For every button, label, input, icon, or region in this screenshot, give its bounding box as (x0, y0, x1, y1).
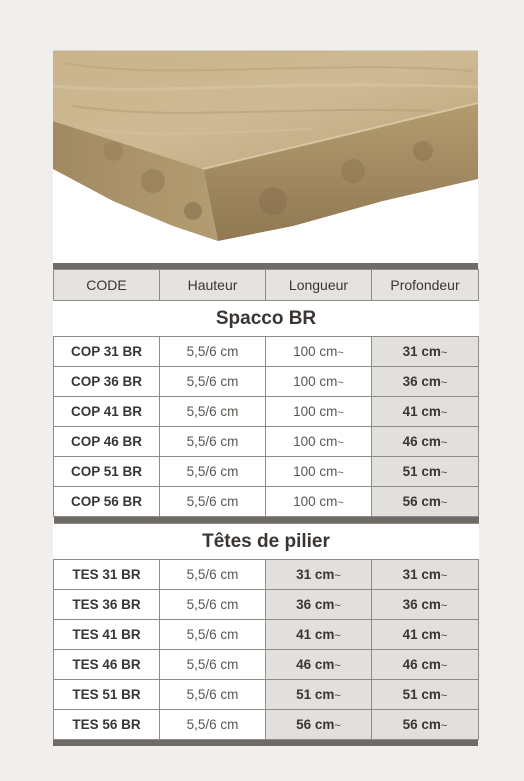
cell-hauteur (160, 487, 266, 517)
table-row (54, 397, 479, 427)
cell-profondeur-value: 36 cm (402, 374, 441, 389)
cell-hauteur (160, 337, 266, 367)
section-title: Spacco BR (54, 301, 479, 337)
cell-code-value: TES 46 BR (72, 657, 141, 672)
approx-mark: ~ (440, 407, 448, 419)
cell-profondeur-value: 46 cm (402, 434, 441, 449)
cell-code (54, 710, 160, 740)
cell-code-value: TES 41 BR (72, 627, 141, 642)
cell-hauteur-value: 5,5/6 cm (186, 344, 239, 359)
approx-mark: ~ (337, 467, 344, 479)
header-hauteur: Hauteur (160, 270, 266, 301)
approx-mark: ~ (337, 497, 344, 509)
approx-mark: ~ (440, 497, 448, 509)
cell-profondeur (372, 457, 479, 487)
cell-code-value: TES 56 BR (72, 717, 141, 732)
cell-profondeur (372, 620, 479, 650)
approx-mark: ~ (337, 377, 344, 389)
header-profondeur: Profondeur (372, 270, 479, 301)
cell-longueur-value: 56 cm (296, 717, 335, 732)
approx-mark: ~ (334, 630, 341, 642)
cell-hauteur (160, 650, 266, 680)
table-header-row (54, 270, 479, 301)
cell-code-value: COP 36 BR (70, 374, 143, 389)
cell-code (54, 337, 160, 367)
cell-code (54, 560, 160, 590)
approx-mark: ~ (440, 437, 448, 449)
cell-hauteur (160, 367, 266, 397)
cell-code (54, 367, 160, 397)
cell-profondeur (372, 680, 479, 710)
cell-profondeur (372, 560, 479, 590)
cell-longueur (266, 650, 372, 680)
cell-code-value: COP 31 BR (70, 344, 143, 359)
table-row (54, 487, 479, 517)
cell-code (54, 620, 160, 650)
cell-profondeur (372, 367, 479, 397)
table-row (54, 710, 479, 740)
cell-code (54, 487, 160, 517)
approx-mark: ~ (440, 347, 448, 359)
cell-hauteur (160, 457, 266, 487)
cell-code-value: TES 31 BR (72, 567, 141, 582)
cell-longueur (266, 710, 372, 740)
cell-longueur (266, 560, 372, 590)
approx-mark: ~ (334, 690, 341, 702)
approx-mark: ~ (337, 347, 344, 359)
table-row (54, 680, 479, 710)
cell-profondeur-value: 56 cm (402, 494, 441, 509)
cell-profondeur (372, 650, 479, 680)
cell-longueur-value: 46 cm (296, 657, 335, 672)
cell-code-value: TES 51 BR (72, 687, 141, 702)
approx-mark: ~ (440, 467, 448, 479)
section-title: Têtes de pilier (54, 524, 479, 560)
cell-longueur-value: 100 cm (293, 404, 338, 419)
approx-mark: ~ (440, 720, 448, 732)
cell-code (54, 650, 160, 680)
cell-hauteur-value: 5,5/6 cm (186, 657, 239, 672)
cell-profondeur (372, 487, 479, 517)
header-code: CODE (54, 270, 160, 301)
cell-profondeur-value: 31 cm (402, 344, 441, 359)
table-row (54, 620, 479, 650)
product-table (53, 269, 479, 740)
approx-mark: ~ (440, 600, 448, 612)
cell-profondeur-value: 41 cm (402, 627, 441, 642)
cell-code-value: COP 56 BR (70, 494, 143, 509)
cell-longueur-value: 41 cm (296, 627, 335, 642)
section-separator (54, 517, 479, 524)
section-title-row (54, 301, 479, 337)
cell-longueur (266, 397, 372, 427)
table-row (54, 427, 479, 457)
approx-mark: ~ (334, 660, 341, 672)
cell-hauteur-value: 5,5/6 cm (186, 464, 239, 479)
cell-hauteur-value: 5,5/6 cm (186, 494, 239, 509)
cell-longueur (266, 590, 372, 620)
cell-longueur-value: 100 cm (293, 434, 338, 449)
cell-hauteur (160, 427, 266, 457)
section-title-row (54, 524, 479, 560)
approx-mark: ~ (334, 600, 341, 612)
approx-mark: ~ (440, 630, 448, 642)
table-row (54, 650, 479, 680)
cell-code (54, 680, 160, 710)
cell-longueur-value: 36 cm (296, 597, 335, 612)
table-row (54, 337, 479, 367)
cell-hauteur (160, 620, 266, 650)
cell-longueur-value: 100 cm (293, 494, 338, 509)
cell-hauteur-value: 5,5/6 cm (186, 687, 239, 702)
cell-hauteur-value: 5,5/6 cm (186, 717, 239, 732)
bottom-bar (53, 740, 478, 746)
cell-code (54, 457, 160, 487)
cell-hauteur-value: 5,5/6 cm (186, 404, 239, 419)
cell-longueur-value: 31 cm (296, 567, 335, 582)
table-row (54, 560, 479, 590)
cell-longueur (266, 620, 372, 650)
cell-profondeur-value: 31 cm (402, 567, 441, 582)
cell-longueur-value: 51 cm (296, 687, 335, 702)
cell-hauteur (160, 590, 266, 620)
stone-slab-photo (53, 50, 478, 263)
cell-hauteur-value: 5,5/6 cm (186, 597, 239, 612)
cell-profondeur (372, 710, 479, 740)
cell-hauteur-value: 5,5/6 cm (186, 374, 239, 389)
cell-profondeur-value: 36 cm (402, 597, 441, 612)
product-sheet (53, 50, 478, 746)
cell-hauteur-value: 5,5/6 cm (186, 627, 239, 642)
cell-hauteur (160, 710, 266, 740)
cell-code (54, 397, 160, 427)
cell-profondeur (372, 337, 479, 367)
cell-hauteur-value: 5,5/6 cm (186, 434, 239, 449)
header-longueur: Longueur (266, 270, 372, 301)
approx-mark: ~ (337, 437, 344, 449)
cell-longueur (266, 457, 372, 487)
cell-hauteur (160, 560, 266, 590)
cell-hauteur-value: 5,5/6 cm (186, 567, 239, 582)
cell-longueur-value: 100 cm (293, 344, 338, 359)
cell-longueur (266, 337, 372, 367)
approx-mark: ~ (440, 690, 448, 702)
approx-mark: ~ (440, 660, 448, 672)
cell-longueur-value: 100 cm (293, 464, 338, 479)
cell-profondeur-value: 56 cm (402, 717, 441, 732)
cell-longueur (266, 487, 372, 517)
cell-profondeur-value: 51 cm (402, 687, 441, 702)
approx-mark: ~ (440, 570, 448, 582)
cell-longueur (266, 680, 372, 710)
cell-hauteur (160, 397, 266, 427)
cell-profondeur (372, 397, 479, 427)
table-row (54, 457, 479, 487)
approx-mark: ~ (337, 407, 344, 419)
cell-longueur (266, 367, 372, 397)
cell-longueur-value: 100 cm (293, 374, 338, 389)
table-row (54, 367, 479, 397)
stone-slab-image (53, 51, 478, 263)
cell-profondeur-value: 41 cm (402, 404, 441, 419)
cell-profondeur (372, 590, 479, 620)
cell-profondeur-value: 51 cm (402, 464, 441, 479)
table-row (54, 590, 479, 620)
approx-mark: ~ (334, 720, 341, 732)
cell-code-value: COP 51 BR (70, 464, 143, 479)
cell-hauteur (160, 680, 266, 710)
cell-profondeur (372, 427, 479, 457)
cell-code (54, 590, 160, 620)
cell-longueur (266, 427, 372, 457)
cell-code (54, 427, 160, 457)
cell-code-value: COP 46 BR (70, 434, 143, 449)
approx-mark: ~ (334, 570, 341, 582)
cell-code-value: COP 41 BR (70, 404, 143, 419)
cell-code-value: TES 36 BR (72, 597, 141, 612)
approx-mark: ~ (440, 377, 448, 389)
cell-profondeur-value: 46 cm (402, 657, 441, 672)
